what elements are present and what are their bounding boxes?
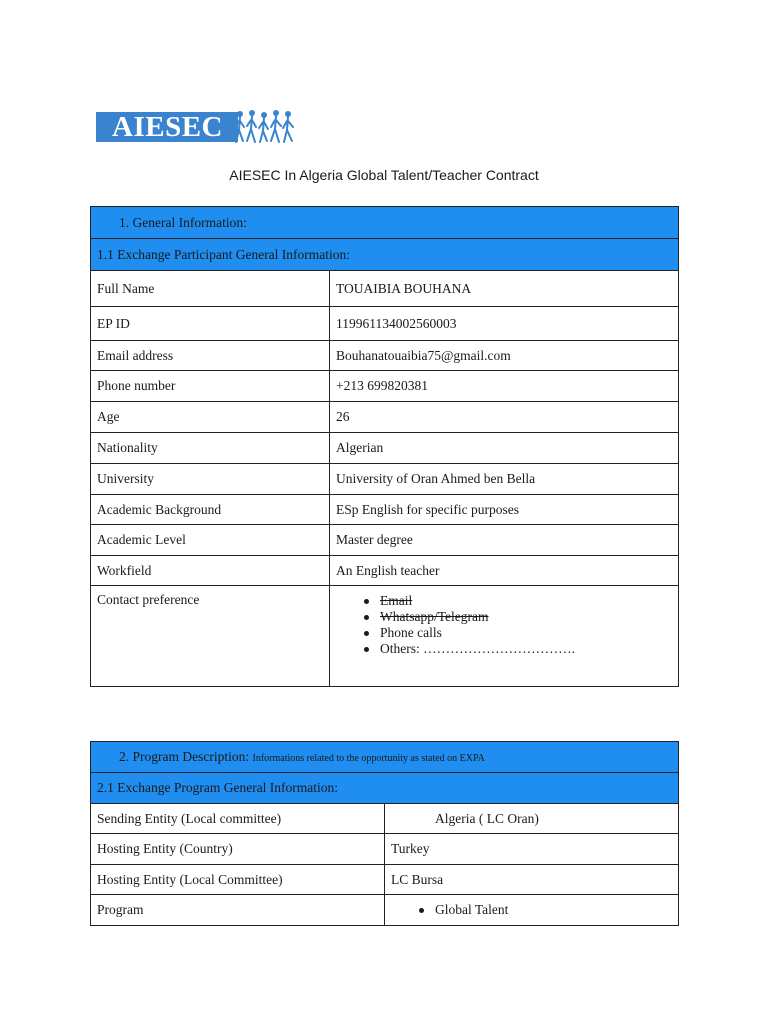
section2-subtitle: 2.1 Exchange Program General Information: bbox=[91, 773, 679, 804]
row-label: Nationality bbox=[91, 433, 330, 464]
row-value: Algeria ( LC Oran) bbox=[385, 804, 679, 834]
document-title: AIESEC In Algeria Global Talent/Teacher Contract bbox=[229, 167, 539, 183]
section2-title-note: Informations related to the opportunity as stated on EXPA bbox=[252, 753, 485, 764]
contact-options-list bbox=[336, 593, 672, 657]
table-row bbox=[91, 865, 679, 895]
table-row bbox=[91, 495, 679, 525]
row-label: Workfield bbox=[91, 556, 330, 586]
row-label: Full Name bbox=[91, 271, 330, 307]
table-row bbox=[91, 525, 679, 556]
aiesec-logo bbox=[96, 108, 296, 146]
row-label: Sending Entity (Local committee) bbox=[91, 804, 385, 834]
section2-title: 2. Program Description: bbox=[119, 749, 250, 764]
table-row bbox=[91, 804, 679, 834]
table-row bbox=[91, 433, 679, 464]
row-value: Algerian bbox=[330, 433, 679, 464]
program-list bbox=[391, 902, 672, 918]
program-value-cell bbox=[385, 895, 679, 926]
logo-text: AIESEC bbox=[112, 111, 223, 143]
row-value: TOUAIBIA BOUHANA bbox=[330, 271, 679, 307]
row-value: Master degree bbox=[330, 525, 679, 556]
row-label: Academic Background bbox=[91, 495, 330, 525]
people-figures-icon bbox=[234, 108, 296, 146]
table-row bbox=[91, 402, 679, 433]
table-row bbox=[91, 341, 679, 371]
contact-preference-label: Contact preference bbox=[91, 586, 330, 687]
program-description-table bbox=[90, 741, 679, 926]
row-value: An English teacher bbox=[330, 556, 679, 586]
contact-option-whatsapp: Whatsapp/Telegram bbox=[336, 609, 672, 625]
section2-title-cell bbox=[91, 742, 679, 773]
table-row bbox=[91, 271, 679, 307]
contact-option-email: Email bbox=[336, 593, 672, 609]
contact-preference-row bbox=[91, 586, 679, 687]
row-label: Program bbox=[91, 895, 385, 926]
row-value: LC Bursa bbox=[385, 865, 679, 895]
row-label: EP ID bbox=[91, 307, 330, 341]
general-information-table bbox=[90, 206, 679, 687]
row-label: Email address bbox=[91, 341, 330, 371]
row-value: 26 bbox=[330, 402, 679, 433]
row-label: Academic Level bbox=[91, 525, 330, 556]
contact-preference-options bbox=[330, 586, 679, 687]
row-value: ESp English for specific purposes bbox=[330, 495, 679, 525]
row-value: 119961134002560003 bbox=[330, 307, 679, 341]
section1-subtitle: 1.1 Exchange Participant General Information: bbox=[91, 239, 679, 271]
row-label: Age bbox=[91, 402, 330, 433]
section1-header-row bbox=[91, 207, 679, 239]
table-row bbox=[91, 307, 679, 341]
table-row bbox=[91, 834, 679, 865]
row-value: +213 699820381 bbox=[330, 371, 679, 402]
section2-header-row bbox=[91, 742, 679, 773]
section1-subheader-row bbox=[91, 239, 679, 271]
program-option: Global Talent bbox=[391, 902, 672, 918]
row-label: University bbox=[91, 464, 330, 495]
contact-option-phone: Phone calls bbox=[336, 625, 672, 641]
row-label: Hosting Entity (Local Committee) bbox=[91, 865, 385, 895]
table-row bbox=[91, 895, 679, 926]
row-value: Bouhanatouaibia75@gmail.com bbox=[330, 341, 679, 371]
table-row bbox=[91, 371, 679, 402]
row-value: University of Oran Ahmed ben Bella bbox=[330, 464, 679, 495]
row-label: Phone number bbox=[91, 371, 330, 402]
section2-subheader-row bbox=[91, 773, 679, 804]
section1-title: 1. General Information: bbox=[91, 207, 679, 239]
row-label: Hosting Entity (Country) bbox=[91, 834, 385, 865]
table-row bbox=[91, 556, 679, 586]
row-value: Turkey bbox=[385, 834, 679, 865]
table-row bbox=[91, 464, 679, 495]
contact-option-others: Others: ……………………………. bbox=[336, 641, 672, 657]
